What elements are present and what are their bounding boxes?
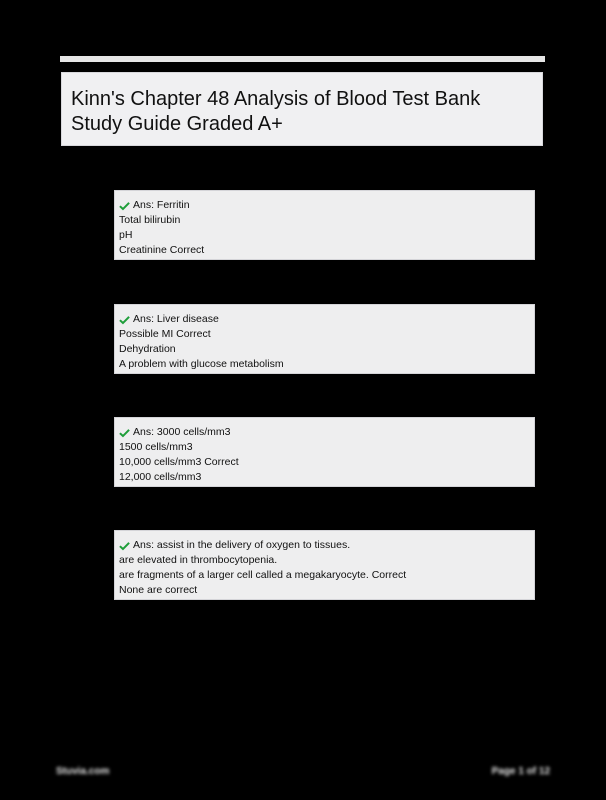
option-line: Possible MI Correct [119, 328, 211, 340]
check-icon [119, 541, 130, 551]
option-line: are elevated in thrombocytopenia. [119, 554, 278, 566]
option-line: 10,000 cells/mm3 Correct [119, 456, 239, 468]
option-line: Creatinine Correct [119, 244, 205, 256]
footer-page-number: Page 1 of 12 [491, 766, 550, 777]
answer-box-1 [114, 190, 535, 260]
option-line: are fragments of a larger cell called a megakaryocyte. Correct [119, 569, 407, 581]
answer-box-4 [114, 530, 535, 600]
answer-text: Ans: 3000 cells/mm3 [133, 426, 231, 438]
option-line: Total bilirubin [119, 214, 181, 226]
title-box [61, 72, 543, 146]
footer-site-label: Stuvia.com [56, 766, 110, 777]
option-line: None are correct [119, 584, 198, 596]
answer-text: Ans: Liver disease [133, 313, 219, 325]
answer-line [119, 312, 530, 327]
option-line: 1500 cells/mm3 [119, 441, 193, 453]
option-line: 12,000 cells/mm3 [119, 471, 202, 483]
page-title-line-2: Study Guide Graded A+ [71, 113, 283, 135]
answer-box-3 [114, 417, 535, 487]
check-icon [119, 201, 130, 211]
option-line: pH [119, 229, 133, 241]
answer-text: Ans: assist in the delivery of oxygen to tissues. [133, 539, 351, 551]
answer-text: Ans: Ferritin [133, 199, 190, 211]
answer-line [119, 425, 530, 440]
check-icon [119, 315, 130, 325]
option-line: Dehydration [119, 343, 176, 355]
header-rule [60, 56, 545, 62]
page-title-line-1: Kinn's Chapter 48 Analysis of Blood Test Bank [71, 88, 481, 110]
check-icon [119, 428, 130, 438]
answer-line [119, 538, 530, 553]
answer-line [119, 198, 530, 213]
option-line: A problem with glucose metabolism [119, 358, 284, 370]
answer-box-2 [114, 304, 535, 374]
